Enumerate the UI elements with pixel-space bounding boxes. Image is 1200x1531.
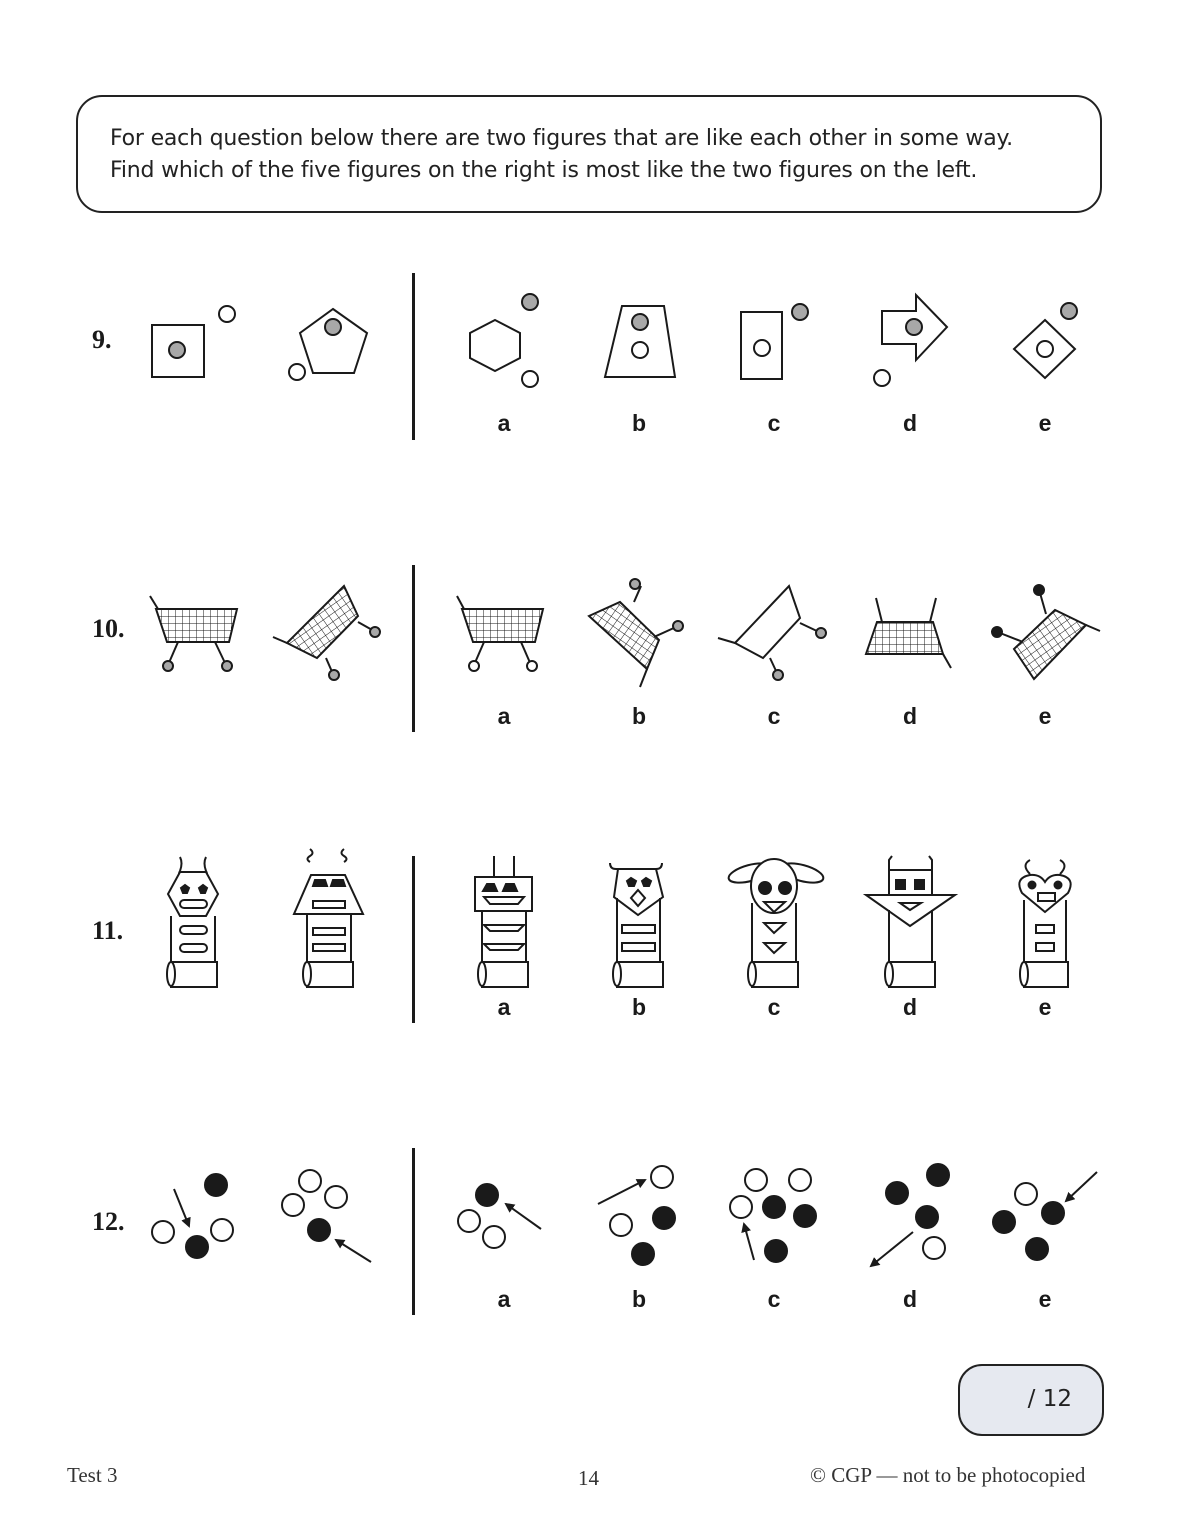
q11-option-d-label[interactable]: d <box>902 994 918 1020</box>
q12-option-a-label[interactable]: a <box>497 1286 511 1312</box>
score-total: / 12 <box>1027 1386 1072 1412</box>
q11-option-c-label[interactable]: c <box>767 994 781 1020</box>
q12-option-a <box>458 1184 541 1248</box>
footer-copyright: © CGP — not to be photocopied <box>810 1463 1086 1487</box>
q12-option-b <box>598 1166 675 1265</box>
q11-option-e-label[interactable]: e <box>1038 994 1052 1020</box>
q10-option-d-label[interactable]: d <box>902 703 918 729</box>
q12-option-b-label[interactable]: b <box>631 1286 647 1312</box>
q10-option-c-label[interactable]: c <box>767 703 781 729</box>
q9-option-e-label[interactable]: e <box>1038 410 1052 436</box>
question-number-9: 9. <box>92 325 112 354</box>
question-number-10: 10. <box>92 614 125 643</box>
q11-option-b-label[interactable]: b <box>631 994 647 1020</box>
q9-option-a-label[interactable]: a <box>497 410 511 436</box>
q12-option-c-label[interactable]: c <box>767 1286 781 1312</box>
q12-option-e <box>993 1172 1097 1260</box>
q10-option-e-label[interactable]: e <box>1038 703 1052 729</box>
instructions-line-2: Find which of the five figures on the right is most like the two figures on the left. <box>110 158 978 183</box>
question-number-11: 11. <box>92 916 124 945</box>
question-number-12: 12. <box>92 1207 125 1236</box>
q10-option-b-label[interactable]: b <box>631 703 647 729</box>
q10-option-a-label[interactable]: a <box>497 703 511 729</box>
q12-example-2 <box>282 1170 371 1262</box>
q9-option-b-label[interactable]: b <box>631 410 647 436</box>
score-box <box>958 1364 1104 1436</box>
footer-test-label: Test 3 <box>67 1463 118 1487</box>
q12-example-1 <box>152 1174 233 1258</box>
q12-option-d-label[interactable]: d <box>902 1286 918 1312</box>
q9-option-d-label[interactable]: d <box>902 410 918 436</box>
question-12-divider <box>412 1148 415 1315</box>
q12-option-e-label[interactable]: e <box>1038 1286 1052 1312</box>
instructions-line-1: For each question below there are two figures that are like each other in some way. <box>110 126 1013 151</box>
footer-page-number: 14 <box>578 1466 599 1490</box>
q12-option-c <box>730 1169 816 1262</box>
q12-option-d <box>871 1164 949 1266</box>
q9-option-c-label[interactable]: c <box>767 410 781 436</box>
q11-option-a-label[interactable]: a <box>497 994 511 1020</box>
